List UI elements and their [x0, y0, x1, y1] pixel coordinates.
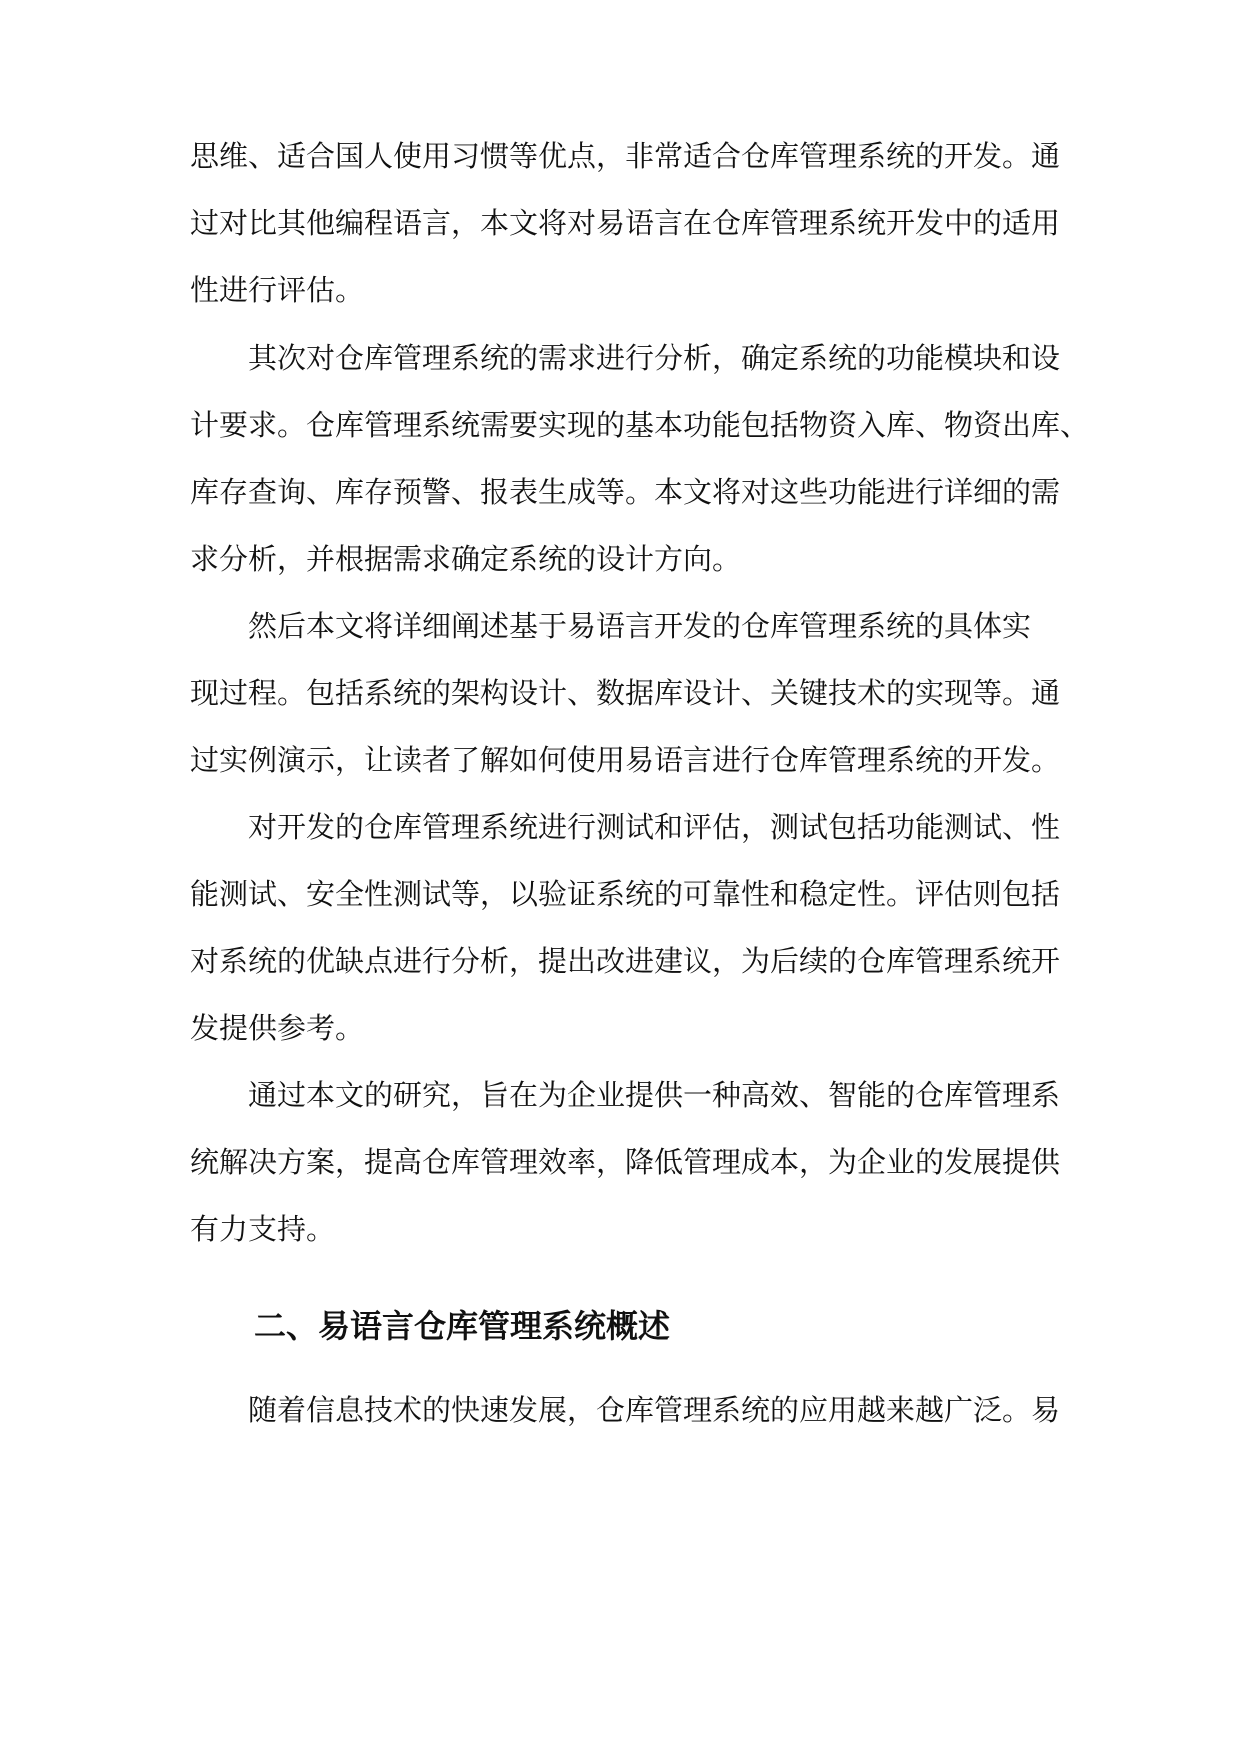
paragraph-line: 性进行评估。 [190, 273, 365, 307]
paragraph-line: 对系统的优缺点进行分析，提出改进建议，为后续的仓库管理系统开 [190, 944, 1061, 978]
paragraph-line: 库存查询、库存预警、报表生成等。本文将对这些功能进行详细的需 [190, 475, 1061, 509]
paragraph-2 [190, 340, 1090, 578]
paragraph-5 [190, 1077, 1061, 1248]
paragraph-line: 求分析，并根据需求确定系统的设计方向。 [190, 542, 742, 576]
paragraph-line: 通过本文的研究，旨在为企业提供一种高效、智能的仓库管理系 [248, 1078, 1061, 1112]
paragraph-line: 过对比其他编程语言，本文将对易语言在仓库管理系统开发中的适用 [190, 206, 1061, 240]
paragraph-line: 计要求。仓库管理系统需要实现的基本功能包括物资入库、物资出库、 [190, 408, 1090, 442]
section-heading-block [190, 1306, 1052, 1346]
paragraph-line: 过实例演示，让读者了解如何使用易语言进行仓库管理系统的开发。 [190, 743, 1061, 777]
paragraph-line: 发提供参考。 [190, 1011, 365, 1045]
paragraph-line: 统解决方案，提高仓库管理效率，降低管理成本，为企业的发展提供 [190, 1145, 1061, 1179]
section-heading: 二、易语言仓库管理系统概述 [254, 1307, 671, 1345]
paragraph-4 [190, 809, 1061, 1047]
paragraph-line: 思维、适合国人使用习惯等优点，非常适合仓库管理系统的开发。通 [190, 139, 1061, 173]
paragraph-line: 有力支持。 [190, 1212, 336, 1246]
paragraph-1 [190, 138, 1061, 309]
paragraph-line: 对开发的仓库管理系统进行测试和评估，测试包括功能测试、性 [248, 810, 1061, 844]
paragraph-line: 随着信息技术的快速发展，仓库管理系统的应用越来越广泛。易 [248, 1393, 1061, 1427]
paragraph-line: 现过程。包括系统的架构设计、数据库设计、关键技术的实现等。通 [190, 676, 1061, 710]
paragraph-line: 然后本文将详细阐述基于易语言开发的仓库管理系统的具体实 [248, 609, 1032, 643]
paragraph-3 [190, 608, 1061, 779]
paragraph-6 [190, 1392, 1061, 1429]
paragraph-line: 能测试、安全性测试等，以验证系统的可靠性和稳定性。评估则包括 [190, 877, 1061, 911]
paragraph-line: 其次对仓库管理系统的需求进行分析，确定系统的功能模块和设 [248, 341, 1061, 375]
